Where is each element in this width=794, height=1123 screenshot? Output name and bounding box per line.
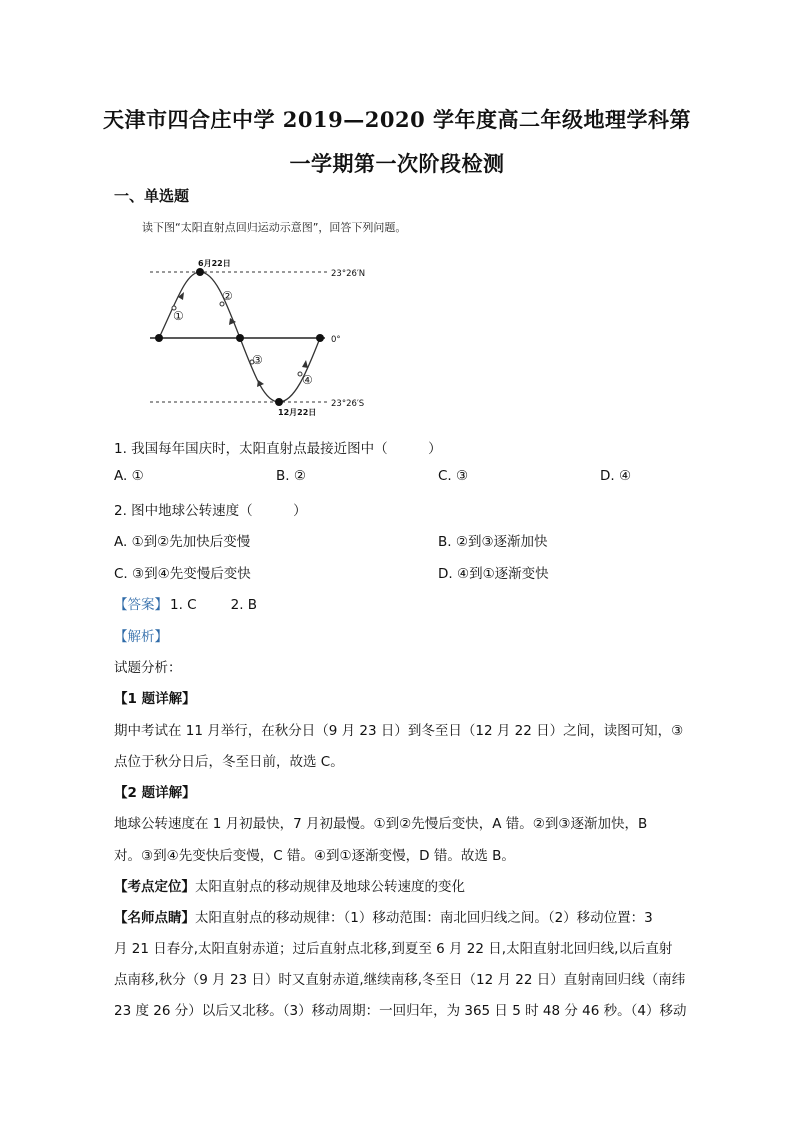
exam-title-line1: 天津市四合庄中学 2019—2020 学年度高二年级地理学科第 (102, 107, 691, 132)
arrow-4 (302, 360, 308, 368)
q2-detail-line2: 对。③到④先变快后变慢，C 错。④到①逐渐变慢，D 错。故选 B。 (114, 848, 515, 864)
point-march-21 (155, 334, 163, 342)
mingshi-first: 太阳直射点的移动规律：（1）移动范围：南北回归线之间。（2）移动位置：3 (195, 910, 653, 926)
kaodian-text: 太阳直射点的移动规律及地球公转速度的变化 (195, 879, 465, 895)
mingshi-line1 (114, 906, 653, 926)
q2-option-d: D. ④到①逐渐变快 (438, 566, 549, 582)
point-june-22 (196, 268, 204, 276)
mingshi-label: 【名师点睛】 (114, 910, 195, 926)
mingshi-line4: 23 度 26 分）以后又北移。（3）移动周期：一回归年，为 365 日 5 时 48 分 46 秒。（4）移动 (114, 1003, 687, 1019)
exam-title-line2: 一学期第一次阶段检测 (289, 151, 505, 176)
q1-detail-heading: 【1 题详解】 (114, 691, 196, 707)
point-sept-23 (236, 334, 244, 342)
q1-option-c: C. ③ (438, 468, 469, 484)
section-heading: 一、单选题 (114, 187, 190, 205)
analysis-intro: 试题分析： (114, 660, 182, 676)
point-dec-22 (275, 398, 283, 406)
question-1-stem: 1. 我国每年国庆时，太阳直射点最接近图中（ ） (114, 441, 442, 457)
answer-2: 2. B (230, 597, 258, 613)
marker-2-label: ② (222, 289, 233, 303)
answer-1: 1. C (170, 597, 197, 613)
q1-option-a: A. ① (114, 468, 144, 484)
subsolar-migration-diagram (140, 252, 370, 422)
mingshi-line2: 月 21 日春分,太阳直射赤道；过后直射点北移,到夏至 6 月 22 日,太阳直射北回归线,以后直射 (114, 941, 673, 957)
q2-detail-heading: 【2 题详解】 (114, 785, 196, 801)
q1-option-b: B. ② (276, 468, 306, 484)
point-march-21-next (316, 334, 324, 342)
q2-option-b: B. ②到③逐渐加快 (438, 534, 548, 550)
figure-intro: 读下图“太阳直射点回归运动示意图”，回答下列问题。 (142, 221, 407, 234)
kaodian-line (114, 875, 465, 895)
q2-detail-line1: 地球公转速度在 1 月初最快，7 月初最慢。①到②先慢后变快，A 错。②到③逐渐加快，B (114, 816, 648, 832)
june-22-label: 6月22日 (198, 259, 231, 268)
q1-option-d: D. ④ (600, 468, 632, 484)
question-2-stem: 2. 图中地球公转速度（ ） (114, 503, 307, 519)
analysis-label: 【解析】 (114, 629, 168, 645)
marker-3-label: ③ (252, 353, 263, 367)
north-tropic-label: 23°26′N (331, 269, 366, 279)
q2-option-a: A. ①到②先加快后变慢 (114, 534, 251, 550)
dec-22-label: 12月22日 (278, 408, 317, 417)
south-tropic-label: 23°26′S (331, 399, 365, 409)
answer-line (114, 593, 257, 613)
answer-label: 【答案】 (114, 597, 168, 613)
q1-detail-line1: 期中考试在 11 月举行，在秋分日（9 月 23 日）到冬至日（12 月 22 日）之间，读图可知，③ (114, 723, 684, 739)
kaodian-label: 【考点定位】 (114, 879, 195, 895)
marker-4-label: ④ (302, 373, 313, 387)
equator-label: 0° (331, 335, 341, 345)
marker-1-label: ① (173, 309, 184, 323)
q1-detail-line2: 点位于秋分日后，冬至日前，故选 C。 (114, 754, 344, 770)
q2-option-c: C. ③到④先变慢后变快 (114, 566, 251, 582)
mingshi-line3: 点南移,秋分（9 月 23 日）时又直射赤道,继续南移,冬至日（12 月 22 日）直射南回归线（南纬 (114, 972, 686, 988)
